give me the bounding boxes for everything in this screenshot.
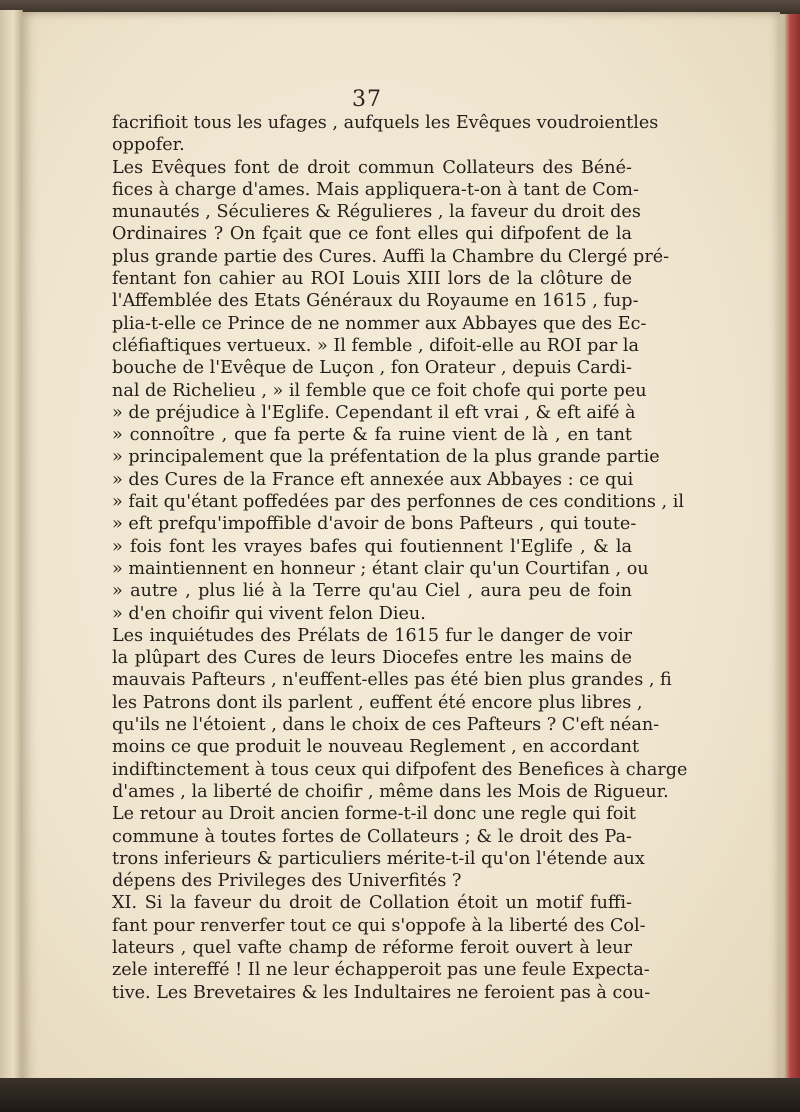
text-line: fentant fon cahier au ROI Louis XIII lors de la clôture de (112, 269, 632, 290)
body-text (112, 112, 688, 1004)
text-line: nal de Richelieu , » il femble que ce foit chofe qui porte peu (112, 380, 647, 401)
text-line: » des Cures de la France eft annexée aux Abbayes : ce qui (112, 469, 634, 490)
text-line: commune à toutes fortes de Collateurs ; & le droit des Pa- (112, 826, 632, 847)
text-line: cléfiaftiques vertueux. » Il femble , difoit-elle au ROI par la (112, 335, 639, 356)
text-line: la plûpart des Cures de leurs Diocefes entre les mains de (112, 648, 632, 669)
text-line: » autre , plus lié à la Terre qu'au Ciel , aura peu de foin (112, 581, 632, 602)
text-line: Le retour au Droit ancien forme-t-il donc une regle qui foit (112, 804, 636, 825)
text-line: fant pour renverfer tout ce qui s'oppofe à la liberté des Col- (112, 915, 646, 936)
text-line: moins ce que produit le nouveau Reglement , en accordant (112, 737, 640, 758)
text-line: tive. Les Brevetaires & les Indultaires ne feroient pas à cou- (112, 982, 651, 1003)
text-line: » maintiennent en honneur ; étant clair qu'un Courtifan , ou (112, 558, 649, 579)
text-line: plus grande partie des Cures. Auffi la Chambre du Clergé pré- (112, 246, 670, 267)
left-page-edge (0, 10, 23, 1090)
text-line: » fait qu'étant poffedées par des perfonnes de ces conditions , il (112, 492, 684, 513)
book-bottom-edge (0, 1078, 800, 1112)
text-line: munautés , Séculieres & Régulieres , la faveur du droit des (112, 202, 641, 223)
text-line: » principalement que la préfentation de la plus grande partie (112, 447, 660, 468)
text-line: » eft prefqu'impoffible d'avoir de bons Pafteurs , qui toute- (112, 514, 637, 535)
text-line: indiftinctement à tous ceux qui difpofent des Benefices à charge (112, 759, 688, 780)
text-line: dépens des Privileges des Univerfités ? (112, 871, 462, 892)
text-line: facrifioit tous les ufages , aufquels les Evêques voudroientles (112, 113, 659, 133)
text-line: » d'en choifir qui vivent felon Dieu. (112, 603, 426, 624)
text-line: lateurs , quel vafte champ de réforme feroit ouvert à leur (112, 937, 632, 958)
text-line: qu'ils ne l'étoient , dans le choix de ces Pafteurs ? C'eft néan- (112, 715, 660, 736)
text-line: » de préjudice à l'Eglife. Cependant il eft vrai , & eft aifé à (112, 402, 636, 423)
page-number: 37 (352, 87, 382, 112)
text-line: l'Affemblée des Etats Généraux du Royaume en 1615 , fup- (112, 291, 639, 312)
text-line: fices à charge d'ames. Mais appliquera-t-on à tant de Com- (112, 179, 639, 200)
text-line: Les inquiétudes des Prélats de 1615 fur le danger de voir (112, 625, 632, 646)
text-line: XI. Si la faveur du droit de Collation étoit un motif fuffi- (112, 893, 632, 914)
text-line: » fois font les vrayes bafes qui foutiennent l'Eglife , & la (112, 536, 632, 557)
text-line: Ordinaires ? On fçait que ce font elles qui difpofent de la (112, 224, 632, 245)
book-page (22, 12, 780, 1087)
text-line: mauvais Pafteurs , n'euffent-elles pas été bien plus grandes , fi (112, 670, 672, 691)
text-line: oppofer. (112, 135, 185, 156)
text-line: trons inferieurs & particuliers mérite-t-il qu'on l'étende aux (112, 848, 645, 869)
text-line: zele intereffé ! Il ne leur échapperoit pas une feule Expecta- (112, 960, 650, 981)
text-line: les Patrons dont ils parlent , euffent été encore plus libres , (112, 692, 643, 713)
text-line: plia-t-elle ce Prince de ne nommer aux Abbayes que des Ec- (112, 313, 647, 334)
text-line: d'ames , la liberté de choifir , même dans les Mois de Rigueur. (112, 781, 669, 802)
text-line: » connoître , que fa perte & fa ruine vient de là , en tant (112, 425, 632, 446)
text-line: Les Evêques font de droit commun Collateurs des Béné- (112, 157, 632, 178)
text-line: bouche de l'Evêque de Luçon , fon Orateur , depuis Cardi- (112, 358, 632, 379)
